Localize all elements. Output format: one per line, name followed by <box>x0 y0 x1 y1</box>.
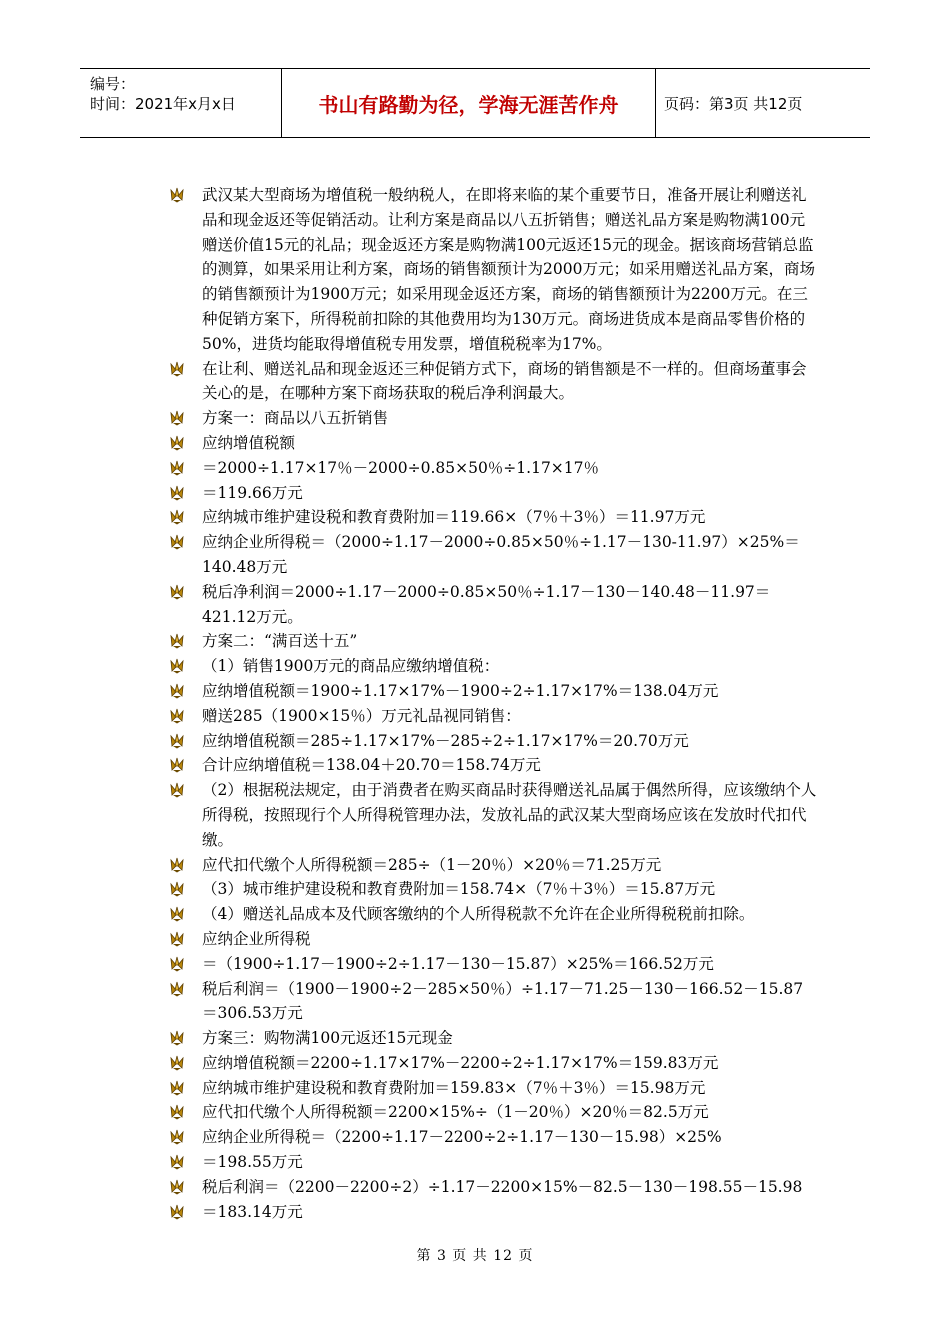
list-item <box>168 505 818 530</box>
list-item <box>168 877 818 902</box>
list-item-text: 税后净利润＝2000÷1.17－2000÷0.85×50％÷1.17－130－140.48－11.97＝421.12万元。 <box>202 582 771 626</box>
list-item <box>168 1076 818 1101</box>
list-item-text: 方案三：购物满100元返还15元现金 <box>202 1029 453 1048</box>
list-item <box>168 530 818 580</box>
page-footer: 第 3 页 共 12 页 <box>416 1248 534 1264</box>
flower-bullet-icon <box>168 1104 186 1120</box>
flower-bullet-icon <box>168 509 186 525</box>
flower-bullet-icon <box>168 460 186 476</box>
list-item <box>168 1150 818 1175</box>
flower-bullet-icon <box>168 410 186 426</box>
list-item <box>168 1026 818 1051</box>
list-item-text: （2）根据税法规定，由于消费者在购买商品时获得赠送礼品属于偶然所得，应该缴纳个人所得税，按照现行个人所得税管理办法，发放礼品的武汉某大型商场应该在发放时代扣代缴。 <box>202 781 817 849</box>
flower-bullet-icon <box>168 757 186 773</box>
list-item-text: 应代扣代缴个人所得税额＝285÷（1－20％）×20％＝71.25万元 <box>202 855 662 874</box>
list-item-text: 方案二：“满百送十五” <box>202 632 358 651</box>
list-item-text: ＝198.55万元 <box>202 1153 303 1172</box>
flower-bullet-icon <box>168 1154 186 1170</box>
list-item-text: 应纳增值税额＝1900÷1.17×17%－1900÷2÷1.17×17%＝138.04万元 <box>202 681 719 700</box>
flower-bullet-icon <box>168 857 186 873</box>
list-item-text: 武汉某大型商场为增值税一般纳税人，在即将来临的某个重要节日，准备开展让利赠送礼品和现金返还等促销活动。让利方案是商品以八五折销售；赠送礼品方案是购物满100元赠送价值15元的礼品；现金返还方案是购物满100元返还15元的现金。据该商场营销总监的测算，如果采用让利方案，商场的销售额预计为2000万元；如采用赠送礼品方案，商场的销售额预计为1900万元；如采用现金返还方案，商场的销售额预计为2200万元。在三种促销方案下，所得税前扣除的其他费用均为130万元。商场进货成本是商品零售价格的50%，进货均能取得增值税专用发票，增值税税率为17%。 <box>202 186 815 353</box>
list-item <box>168 1125 818 1150</box>
flower-bullet-icon <box>168 1129 186 1145</box>
flower-bullet-icon <box>168 1204 186 1220</box>
flower-bullet-icon <box>168 931 186 947</box>
list-item-text: ＝119.66万元 <box>202 483 303 502</box>
flower-bullet-icon <box>168 584 186 600</box>
header-motto: 书山有路勤为径，学海无涯苦作舟 <box>282 69 656 137</box>
list-item <box>168 406 818 431</box>
list-item <box>168 902 818 927</box>
header-info-cell <box>80 69 282 137</box>
list-item-text: 应纳增值税额＝2200÷1.17×17%－2200÷2÷1.17×17%＝159.83万元 <box>202 1053 719 1072</box>
list-item-text: 在让利、赠送礼品和现金返还三种促销方式下，商场的销售额是不一样的。但商场董事会关心的是，在哪种方案下商场获取的税后净利润最大。 <box>202 359 807 403</box>
list-item-text: 方案一：商品以八五折销售 <box>202 409 389 428</box>
list-item <box>168 357 818 407</box>
flower-bullet-icon <box>168 782 186 798</box>
list-item <box>168 1200 818 1225</box>
flower-bullet-icon <box>168 981 186 997</box>
list-item <box>168 456 818 481</box>
flower-bullet-icon <box>168 633 186 649</box>
list-item-text: ＝（1900÷1.17－1900÷2÷1.17－130－15.87）×25%＝166.52万元 <box>202 954 714 973</box>
list-item <box>168 977 818 1027</box>
list-item <box>168 927 818 952</box>
flower-bullet-icon <box>168 1179 186 1195</box>
flower-bullet-icon <box>168 1055 186 1071</box>
flower-bullet-icon <box>168 881 186 897</box>
list-item <box>168 580 818 630</box>
flower-bullet-icon <box>168 534 186 550</box>
flower-bullet-icon <box>168 187 186 203</box>
list-item <box>168 753 818 778</box>
list-item <box>168 1051 818 1076</box>
list-item-text: 税后利润＝（2200－2200÷2）÷1.17－2200×15%－82.5－130－198.55－15.98 <box>202 1177 803 1196</box>
list-item <box>168 431 818 456</box>
flower-bullet-icon <box>168 1080 186 1096</box>
flower-bullet-icon <box>168 1030 186 1046</box>
list-item-text: 应纳城市维护建设税和教育费附加＝159.83×（7％＋3％）＝15.98万元 <box>202 1078 706 1097</box>
list-item <box>168 183 818 357</box>
list-item-text: 应纳增值税额 <box>202 433 296 452</box>
list-item-text: 应纳企业所得税＝（2200÷1.17－2200÷2÷1.17－130－15.98）×25% <box>202 1128 722 1147</box>
flower-bullet-icon <box>168 683 186 699</box>
flower-bullet-icon <box>168 733 186 749</box>
list-item <box>168 853 818 878</box>
list-item-text: 税后利润＝（1900－1900÷2－285×50％）÷1.17－71.25－130－166.52－15.87＝306.53万元 <box>202 979 804 1023</box>
list-item <box>168 1175 818 1200</box>
list-item <box>168 629 818 654</box>
flower-bullet-icon <box>168 708 186 724</box>
flower-bullet-icon <box>168 485 186 501</box>
list-item-text: 应纳增值税额＝285÷1.17×17%－285÷2÷1.17×17%＝20.70万元 <box>202 731 689 750</box>
list-item-text: ＝2000÷1.17×17％－2000÷0.85×50％÷1.17×17％ <box>202 458 600 477</box>
list-item-text: 应纳城市维护建设税和教育费附加＝119.66×（7％＋3％）＝11.97万元 <box>202 508 706 527</box>
list-item <box>168 778 818 852</box>
list-item-text: 应代扣代缴个人所得税额＝2200×15%÷（1－20％）×20％＝82.5万元 <box>202 1103 709 1122</box>
flower-bullet-icon <box>168 956 186 972</box>
list-item <box>168 1100 818 1125</box>
list-item <box>168 729 818 754</box>
flower-bullet-icon <box>168 361 186 377</box>
list-item-text: 应纳企业所得税 <box>202 929 311 948</box>
list-item <box>168 704 818 729</box>
flower-bullet-icon <box>168 435 186 451</box>
list-item-text: ＝183.14万元 <box>202 1202 303 1221</box>
list-item <box>168 679 818 704</box>
document-number-label: 编号： <box>90 75 136 93</box>
list-item-text: （3）城市维护建设税和教育费附加＝158.74×（7％＋3％）＝15.87万元 <box>202 880 716 899</box>
list-item-text: （1）销售1900万元的商品应缴纳增值税： <box>202 657 500 676</box>
document-body <box>168 183 818 1224</box>
header-page-info: 页码：第3页 共12页 <box>664 94 803 113</box>
flower-bullet-icon <box>168 658 186 674</box>
list-item-text: 合计应纳增值税＝138.04＋20.70＝158.74万元 <box>202 756 541 775</box>
list-item <box>168 654 818 679</box>
list-item-text: （4）赠送礼品成本及代顾客缴纳的个人所得税款不允许在企业所得税税前扣除。 <box>202 905 755 924</box>
flower-bullet-icon <box>168 906 186 922</box>
page-header <box>80 68 870 138</box>
list-item <box>168 952 818 977</box>
list-item-text: 应纳企业所得税＝（2000÷1.17－2000÷0.85×50％÷1.17－130-11.97）×25%＝140.48万元 <box>202 533 800 576</box>
list-item-text: 赠送285（1900×15％）万元礼品视同销售： <box>202 706 521 725</box>
document-date: 时间：2021年x月x日 <box>90 95 236 113</box>
list-item <box>168 481 818 506</box>
